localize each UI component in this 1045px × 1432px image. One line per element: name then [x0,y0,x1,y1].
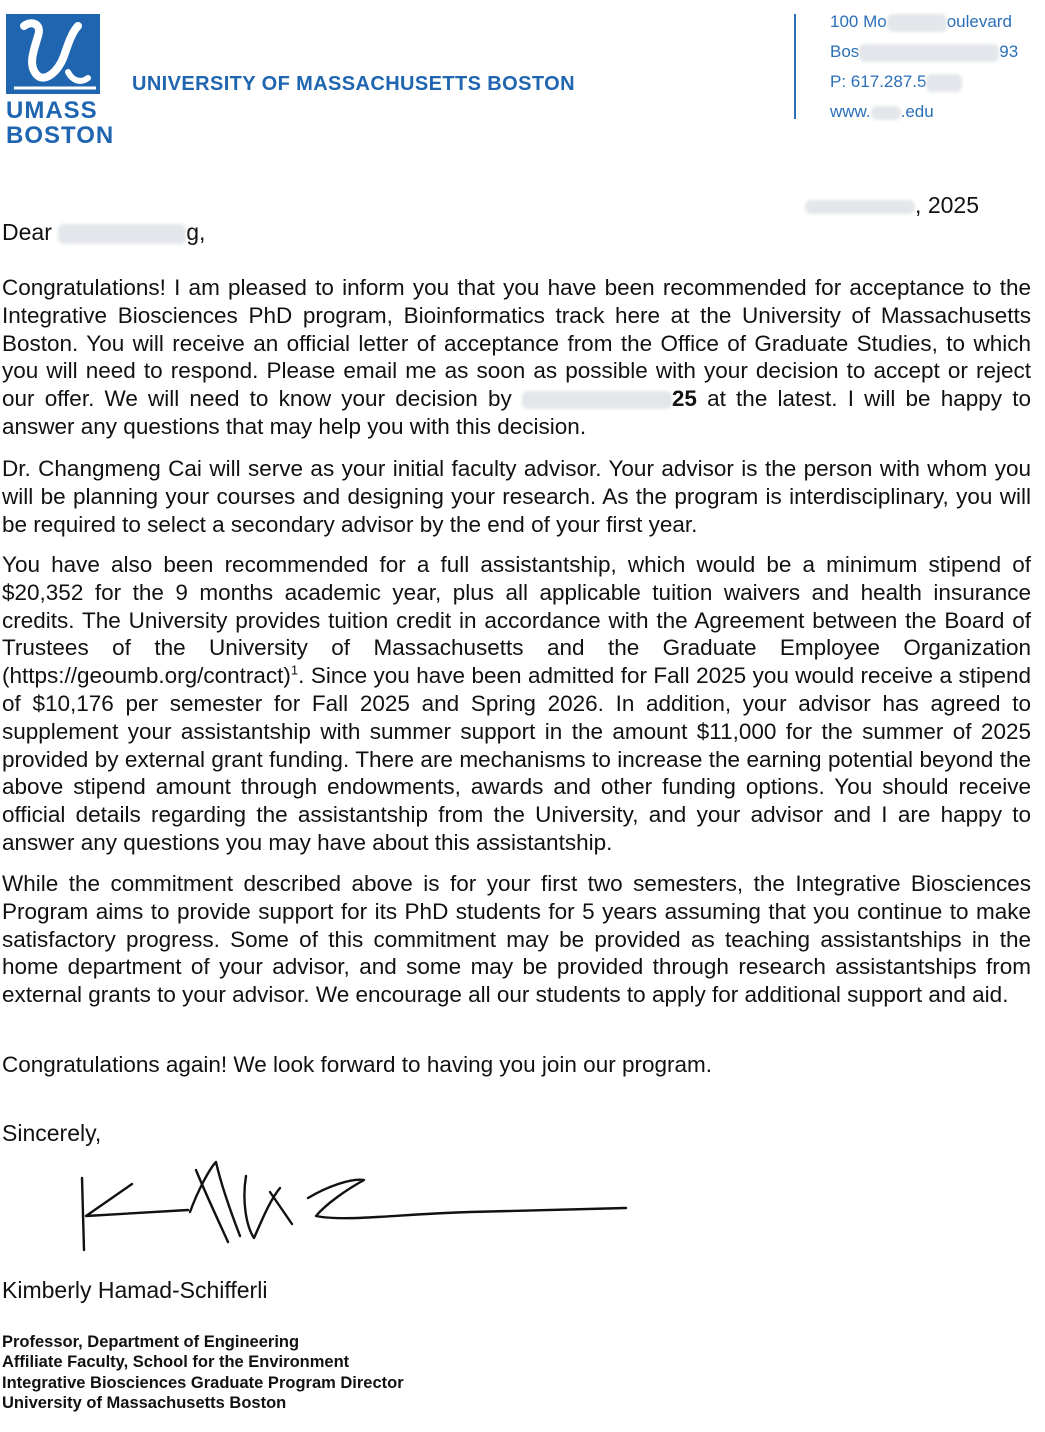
handwritten-signature [70,1150,640,1260]
paragraph-acceptance [2,274,1031,441]
umass-u-glyph-icon [6,14,100,94]
greeting-start: Dear [2,219,59,245]
decision-deadline [522,386,697,411]
umass-logo-mark [6,14,100,94]
signer-title-line: Professor, Department of Engineering [2,1333,300,1351]
closing: Sincerely, [2,1120,102,1146]
paragraph-advisor: Dr. Changmeng Cai will serve as your initial faculty advisor. Your advisor is the person with whom you will be planning your courses and designing your research. As the program is interdisciplinary, you will be required to select a secondary advisor by the end of your first year. [2,456,1031,537]
signer-title-line: Affiliate Faculty, School for the Environment [2,1353,350,1372]
address-line-phone [830,72,962,92]
assistantship-text: You have also been recommended for a full assistantship, which would be a minimum stipend of $20,352 for the 9 months academic year, plus all applicable tuition waivers and health insurance credits. The University provides tuition credit in accordance with the Agreement between the Board of Trustees of the University of Massachusetts and the Graduate Employee Organization (https://geoumb.org/contract) [2,552,1031,689]
signer-title-line: University of Massachusetts Boston [2,1393,287,1412]
redaction-blur [859,44,999,62]
address-city-end: 93 [999,42,1019,61]
logo-word-umass: UMASS [6,97,98,124]
address-street-start: 100 Mo [830,12,887,31]
greeting [2,219,205,246]
footnote-marker: 1 [290,662,299,678]
address-city-start: Bos [830,42,860,61]
redaction-blur [805,200,915,214]
redaction-blur [871,106,901,120]
paragraph-commitment: While the commitment described above is for your first two semesters, the Integrative Biosciences Program aims to provide support for its PhD students for 5 years assuming that you continue to make satisfactory progress. Some of this commitment may be provided as teaching assistantships in the home department of your advisor, and some may be provided through research assistantships from external grants to your advisor. We encourage all our students to apply for additional support and aid. [2,871,1031,1008]
website-end: .edu [900,102,934,121]
signer-title-line: Integrative Biosciences Graduate Program Director [2,1373,404,1392]
signer-name: Kimberly Hamad-Schifferli [2,1277,268,1303]
address-line-city [830,42,1018,62]
acceptance-text-end: at the latest. I will be happy to answer any questions that may help you with this decision. [2,386,1031,439]
address-street-end: oulevard [946,12,1012,31]
address-line-street [830,12,1012,32]
acceptance-text: Congratulations! I am pleased to inform you that you have been recommended for acceptance to the Integrative Biosciences PhD program, Bioinformatics track here at the University of Massachusetts Boston. You will receive an official letter of acceptance from the Office of Graduate Studies, to which you will need to respond. Please email me as soon as possible with your decision to accept or reject our offer. We will need to know your decision by [2,275,1031,412]
redaction-blur [522,391,672,409]
redaction-blur [58,224,186,244]
assistantship-text-end: . Since you have been admitted for Fall 2025 you would receive a stipend of $10,176 per semester for Fall 2025 and Spring 2026. In addition, your advisor has agreed to supplement your assistantship with summer support in the amount $11,000 for the summer of 2025 provided by external grant funding. There are mechanisms to increase the earning potential beyond the above stipend amount through endowments, awards and other funding options. You should receive official details regarding the assistantship from the University, and your advisor and I are happy to answer any questions you may have about this assistantship. [2,663,1031,855]
logo-word-boston: BOSTON [6,122,115,149]
date-year: , 2025 [915,192,979,218]
greeting-end: g, [186,219,206,245]
address-line-website [830,102,934,122]
paragraph-assistantship [2,551,1031,857]
signer-titles [2,1332,404,1413]
letter-date [805,192,979,219]
letterhead-divider [794,14,796,119]
phone-number: P: 617.287.5 [830,72,927,91]
umass-boston-logo [6,14,115,149]
redaction-blur [926,74,962,92]
deadline-tail: 25 [671,386,697,412]
redaction-blur [887,14,947,32]
website-start: www. [830,102,871,121]
university-name: UNIVERSITY OF MASSACHUSETTS BOSTON [132,73,575,95]
paragraph-congratulations: Congratulations again! We look forward to having you join our program. [2,1052,712,1077]
